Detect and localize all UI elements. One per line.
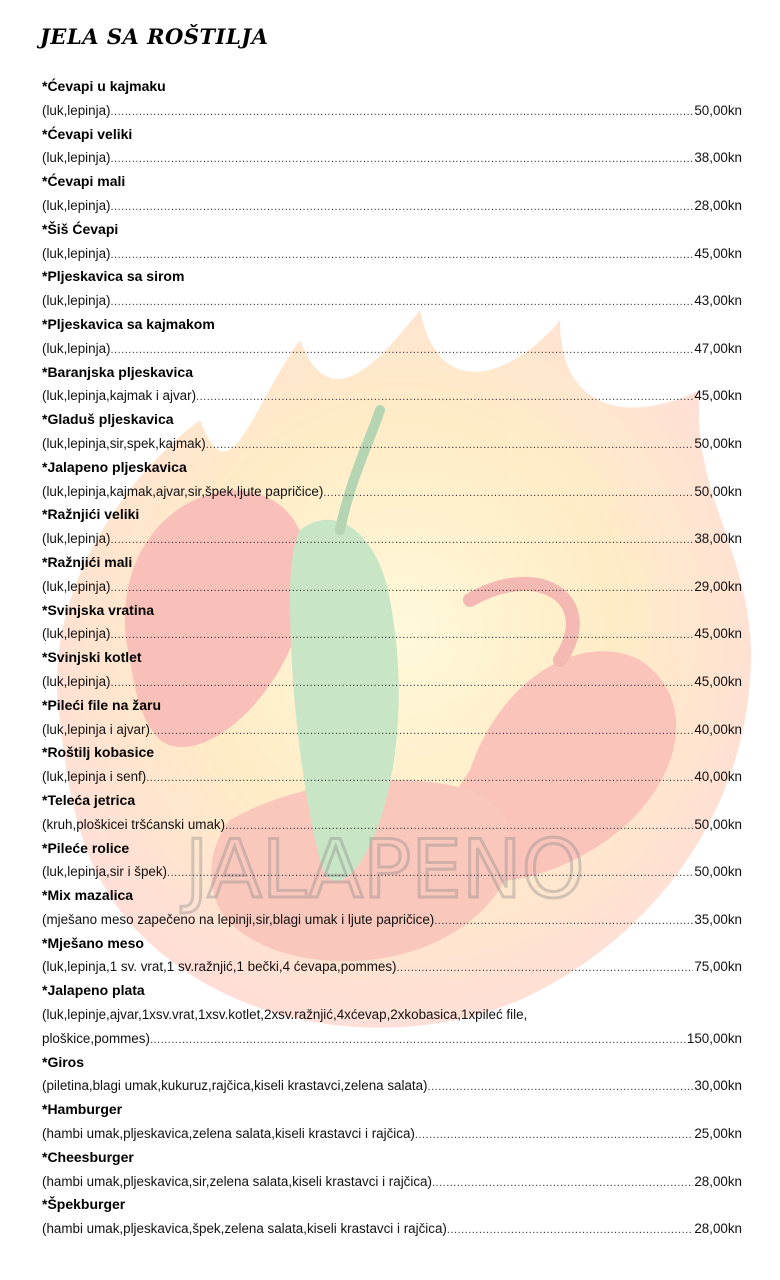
menu-item-price-line	[42, 99, 742, 123]
menu-item-description: (luk,lepinja,sir i špek)	[42, 864, 168, 880]
menu-item-description: ploškice,pommes)	[42, 1030, 150, 1046]
menu-item	[42, 313, 742, 361]
menu-item-price: 45,00kn	[694, 626, 742, 642]
dot-leader	[150, 720, 693, 744]
menu-item-price-line	[42, 1217, 742, 1241]
menu-item	[42, 1098, 742, 1146]
menu-item-price: 38,00kn	[694, 531, 742, 547]
menu-item-price: 45,00kn	[694, 245, 742, 261]
menu-item-price: 25,00kn	[694, 1126, 742, 1142]
menu-item-name: *Roštilj kobasice	[42, 744, 155, 761]
menu-item-price: 28,00kn	[694, 1173, 742, 1189]
menu-item-price-line	[42, 432, 742, 456]
menu-item-price-line	[42, 384, 742, 408]
menu-item	[42, 123, 742, 171]
menu-item-description: (luk,lepinja,1 sv. vrat,1 sv.ražnjić,1 bečki,4 ćevapa,pommes)	[42, 959, 397, 975]
dot-leader	[110, 196, 693, 220]
menu-item	[42, 646, 742, 694]
menu-item-price-line	[42, 1122, 742, 1146]
menu-item	[42, 599, 742, 647]
menu-item-description: (luk,lepinja)	[42, 245, 111, 261]
menu-item-price-line	[42, 1074, 742, 1098]
menu-item-name: *Pljeskavica sa sirom	[42, 268, 185, 285]
dot-leader	[110, 577, 693, 601]
menu-item-description: (luk,lepinja)	[42, 293, 111, 309]
menu-item-price: 50,00kn	[694, 864, 742, 880]
menu-item-price-line	[42, 146, 742, 170]
menu-item-price: 150,00kn	[686, 1030, 742, 1046]
menu-item-description: (luk,lepinja)	[42, 150, 111, 166]
menu-item	[42, 218, 742, 266]
dot-leader	[110, 291, 693, 315]
menu-item-price-line	[42, 242, 742, 266]
menu-item	[42, 932, 742, 980]
menu-item-price-line	[42, 765, 742, 789]
menu-item-price-line	[42, 575, 742, 599]
menu-item-name: *Ražnjići veliki	[42, 506, 140, 523]
dot-leader	[110, 244, 693, 268]
menu-item-price-line	[42, 908, 742, 932]
menu-item-price-line	[42, 194, 742, 218]
menu-item	[42, 170, 742, 218]
menu-item	[42, 503, 742, 551]
menu-item-price-line	[42, 1027, 742, 1051]
menu-item-description: (hambi umak,pljeskavica,zelena salata,kiseli krastavci i rajčica)	[42, 1126, 415, 1142]
dot-leader	[167, 862, 693, 886]
menu-item-description: (luk,lepinja)	[42, 673, 111, 689]
menu-item-description: (piletina,blagi umak,kukuruz,rajčica,kiseli krastavci,zelena salata)	[42, 1078, 428, 1094]
menu-item-price-line	[42, 337, 742, 361]
menu-item	[42, 408, 742, 456]
menu-item-name: *Svinjska vratina	[42, 601, 155, 618]
menu-item-description: (hambi umak,pljeskavica,sir,zelena salata,kiseli krastavci i rajčica)	[42, 1173, 432, 1189]
menu-item-price: 29,00kn	[694, 578, 742, 594]
menu-item-name: *Giros	[42, 1053, 85, 1070]
menu-item-price: 75,00kn	[694, 959, 742, 975]
dot-leader	[397, 957, 694, 981]
menu-item-price: 35,00kn	[694, 911, 742, 927]
menu-item-description: (hambi umak,pljeskavica,špek,zelena salata,kiseli krastavci i rajčica)	[42, 1221, 447, 1237]
dot-leader	[323, 482, 693, 506]
menu-item-description: (luk,lepinja)	[42, 578, 111, 594]
dot-leader	[196, 386, 693, 410]
menu-item-price: 50,00kn	[694, 483, 742, 499]
dot-leader	[434, 910, 693, 934]
menu-item-name: *Ražnjići mali	[42, 553, 133, 570]
menu-item-price: 30,00kn	[694, 1078, 742, 1094]
menu-item-price-line	[42, 289, 742, 313]
menu-item-name: *Mix mazalica	[42, 887, 134, 904]
dot-leader	[110, 624, 693, 648]
menu-item	[42, 837, 742, 885]
menu-item-description: (luk,lepinja,kajmak i ajvar)	[42, 388, 197, 404]
dot-leader	[225, 815, 693, 839]
menu-item-description: (luk,lepinja,kajmak,ajvar,sir,špek,ljute papričice)	[42, 483, 324, 499]
menu-item-description: (luk,lepinja)	[42, 340, 111, 356]
dot-leader	[432, 1172, 693, 1196]
menu-item-price: 50,00kn	[694, 816, 742, 832]
menu-item	[42, 75, 742, 123]
menu-item-name: *Ćevapi u kajmaku	[42, 78, 166, 94]
grill-menu-list	[42, 75, 742, 1241]
dot-leader	[206, 434, 694, 458]
menu-item-price-line	[42, 527, 742, 551]
menu-item-price: 50,00kn	[694, 435, 742, 451]
menu-item-name: *Jalapeno plata	[42, 982, 145, 999]
menu-item-name: *Svinjski kotlet	[42, 649, 142, 666]
dot-leader	[110, 148, 693, 172]
menu-item-price-line	[42, 860, 742, 884]
menu-item-description-line: (luk,lepinje,ajvar,1xsv.vrat,1xsv.kotlet,2xsv.ražnjić,4xćevap,2xkobasica,1xpileć file,	[42, 1007, 528, 1023]
menu-item	[42, 741, 742, 789]
menu-item-description: (luk,lepinja)	[42, 197, 111, 213]
page-title: JELA SA ROŠTILJA	[40, 24, 269, 49]
dot-leader	[447, 1219, 693, 1243]
dot-leader	[110, 339, 693, 363]
menu-item-name: *Cheesburger	[42, 1148, 134, 1165]
menu-item-name: *Jalapeno pljeskavica	[42, 458, 187, 475]
menu-item-description: (luk,lepinja i senf)	[42, 769, 147, 785]
menu-item-name: *Baranjska pljeskavica	[42, 363, 193, 380]
menu-item	[42, 694, 742, 742]
dot-leader	[428, 1076, 694, 1100]
menu-item	[42, 1146, 742, 1194]
menu-item	[42, 884, 742, 932]
menu-item-price-line	[42, 955, 742, 979]
dot-leader	[110, 529, 693, 553]
menu-item-description: (kruh,ploškicei tršćanski umak)	[42, 816, 226, 832]
menu-item-price: 45,00kn	[694, 673, 742, 689]
menu-item-description: (luk,lepinja)	[42, 626, 111, 642]
menu-item-price-line	[42, 670, 742, 694]
menu-item-name: *Špekburger	[42, 1196, 126, 1213]
watermark-brand-text: JALAPENO	[185, 823, 585, 916]
menu-item-name: *Hamburger	[42, 1101, 123, 1118]
menu-item-name: *Pljeskavica sa kajmakom	[42, 315, 215, 332]
menu-item-price-line	[42, 480, 742, 504]
menu-item-description: (luk,lepinja i ajvar)	[42, 721, 150, 737]
menu-item-name: *Ćevapi mali	[42, 173, 126, 190]
menu-item-price: 28,00kn	[694, 1221, 742, 1237]
menu-item-price: 43,00kn	[694, 293, 742, 309]
menu-item-price-line	[42, 718, 742, 742]
menu-item-name: *Gladuš pljeskavica	[42, 411, 174, 428]
menu-item-description: (luk,lepinja)	[42, 531, 111, 547]
dot-leader	[110, 101, 693, 125]
dot-leader	[415, 1124, 693, 1148]
menu-item	[42, 1193, 742, 1241]
menu-item-price: 40,00kn	[694, 769, 742, 785]
menu-item-name: *Pileći file na žaru	[42, 696, 162, 713]
menu-item	[42, 1051, 742, 1099]
menu-item-price: 47,00kn	[694, 340, 742, 356]
menu-item-name: *Teleća jetrica	[42, 791, 136, 808]
menu-item	[42, 361, 742, 409]
menu-item-price: 28,00kn	[694, 197, 742, 213]
menu-item-description: (luk,lepinja)	[42, 102, 111, 118]
menu-item-description: (luk,lepinja,sir,spek,kajmak)	[42, 435, 206, 451]
menu-item-name: *Pileće rolice	[42, 839, 130, 856]
menu-item-price: 38,00kn	[694, 150, 742, 166]
menu-item-price-line	[42, 622, 742, 646]
menu-item	[42, 265, 742, 313]
menu-item-price: 45,00kn	[694, 388, 742, 404]
dot-leader	[146, 767, 693, 791]
menu-item-name: *Ćevapi veliki	[42, 125, 133, 142]
menu-item-name: *Šiš Ćevapi	[42, 220, 119, 237]
menu-item-price: 40,00kn	[694, 721, 742, 737]
menu-item-description: (mješano meso zapečeno na lepinji,sir,blagi umak i ljute papričice)	[42, 911, 435, 927]
dot-leader	[150, 1029, 686, 1053]
menu-item-price: 50,00kn	[694, 102, 742, 118]
menu-item-price-line	[42, 813, 742, 837]
menu-item	[42, 979, 742, 1050]
menu-item-price-line	[42, 1170, 742, 1194]
menu-item	[42, 551, 742, 599]
dot-leader	[110, 672, 693, 696]
menu-item	[42, 789, 742, 837]
menu-item-name: *Mješano meso	[42, 934, 144, 951]
menu-item	[42, 456, 742, 504]
